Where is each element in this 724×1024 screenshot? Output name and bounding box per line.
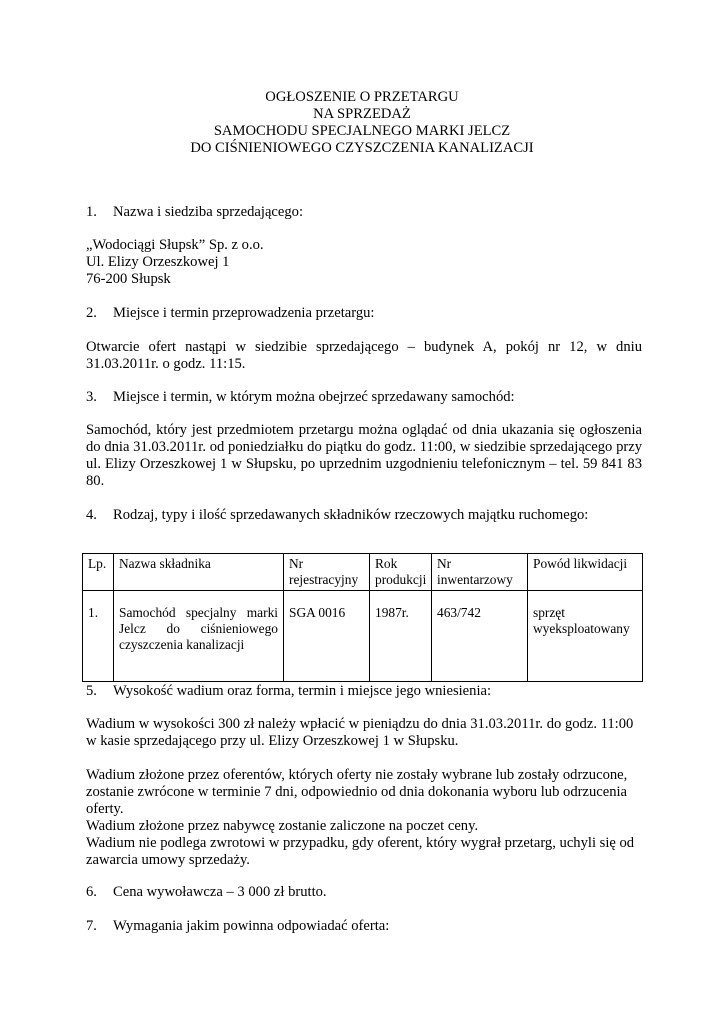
table-header-cell: Rok produkcji <box>370 554 432 591</box>
table-header-cell: Nr inwentarzowy <box>432 554 528 591</box>
seller-city: 76-200 Słupsk <box>86 271 171 287</box>
section-3-heading <box>86 389 642 406</box>
section-3-body: Samochód, który jest przedmiotem przetargu można oglądać od dnia ukazania się ogłoszenia do dnia 31.03.2011r. od poniedziałku do piątku do godz. 11:00, w siedzibie sprzedającego przy ul. Elizy Orzeszkowej 1 w Słupsku, po uprzednim uzgodnieniu telefonicznym – tel. 59 841 83 80. <box>86 422 642 489</box>
section-heading-text: Wysokość wadium oraz forma, termin i miejsce jego wniesienia: <box>113 683 492 699</box>
table-cell: Samochód specjalny marki Jelcz do ciśnieniowego czyszczenia kanalizacji <box>114 591 284 682</box>
assets-table <box>82 553 643 682</box>
section-heading-text: Miejsce i termin przeprowadzenia przetargu: <box>113 305 375 321</box>
section-number: 4. <box>86 507 97 523</box>
section-4-heading <box>86 507 642 524</box>
text-line: Wadium złożone przez nabywcę zostanie zaliczone na poczet ceny. <box>86 818 479 834</box>
section-number: 3. <box>86 389 97 405</box>
section-6-heading <box>86 884 642 901</box>
section-7-heading <box>86 918 642 935</box>
text-line: w kasie sprzedającego przy ul. Elizy Orzeszkowej 1 w Słupsku. <box>86 733 459 749</box>
title-line-3: SAMOCHODU SPECJALNEGO MARKI JELCZ <box>213 123 511 139</box>
text-line: Wadium w wysokości 300 zł należy wpłacić w pieniądzu do dnia 31.03.2011r. do godz. 11:00 <box>86 716 634 732</box>
table-header-cell: Powód likwidacji <box>528 554 643 591</box>
text-line: Wadium złożone przez oferentów, których oferty nie zostały wybrane lub zostały odrzucone, <box>86 767 628 783</box>
section-5-paragraph-2 <box>86 767 642 869</box>
section-heading-text: Rodzaj, typy i ilość sprzedawanych składników rzeczowych majątku ruchomego: <box>113 507 589 523</box>
text-line: oferty. <box>86 801 124 817</box>
section-2-heading <box>86 305 642 322</box>
table-cell: 463/742 <box>432 591 528 682</box>
table-header-cell: Nr rejestracyjny <box>284 554 370 591</box>
section-heading-text: Wymagania jakim powinna odpowiadać oferta: <box>113 918 390 934</box>
table-cell: SGA 0016 <box>284 591 370 682</box>
title-line-4: DO CIŚNIENIOWEGO CZYSZCZENIA KANALIZACJI <box>190 140 534 156</box>
section-5-paragraph-1 <box>86 716 642 750</box>
title-line-1: OGŁOSZENIE O PRZETARGU <box>265 89 459 105</box>
table-header-cell: Lp. <box>83 554 114 591</box>
section-1-heading <box>86 204 642 221</box>
table-cell: 1. <box>83 591 114 682</box>
section-number: 1. <box>86 204 97 220</box>
text-line: zawarcia umowy sprzedaży. <box>86 852 250 868</box>
section-number: 5. <box>86 683 97 699</box>
document-title <box>0 89 724 157</box>
section-number: 7. <box>86 918 97 934</box>
table-header-row <box>83 554 643 591</box>
section-number: 2. <box>86 305 97 321</box>
text-line: zostanie zwrócone w terminie 7 dni, odpowiednio od dnia dokonania wyboru lub odrzucenia <box>86 784 628 800</box>
table-cell: 1987r. <box>370 591 432 682</box>
section-heading-text: Cena wywoławcza – 3 000 zł brutto. <box>113 884 327 900</box>
section-5-heading <box>86 683 642 700</box>
seller-name: „Wodociągi Słupsk” Sp. z o.o. <box>86 237 264 253</box>
section-number: 6. <box>86 884 97 900</box>
text-line: Wadium nie podlega zwrotowi w przypadku, gdy oferent, który wygrał przetarg, uchyli się od <box>86 835 635 851</box>
table-cell: sprzęt wyeksploatowany <box>528 591 643 682</box>
section-2-body: Otwarcie ofert nastąpi w siedzibie sprzedającego – budynek A, pokój nr 12, w dniu 31.03.2011r. o godz. 11:15. <box>86 339 642 372</box>
title-line-2: NA SPRZEDAŻ <box>313 106 411 122</box>
seller-address <box>86 237 642 288</box>
seller-street: Ul. Elizy Orzeszkowej 1 <box>86 254 230 270</box>
section-heading-text: Miejsce i termin, w którym można obejrzeć sprzedawany samochód: <box>113 389 515 405</box>
section-heading-text: Nazwa i siedziba sprzedającego: <box>113 204 304 220</box>
table-header-cell: Nazwa składnika <box>114 554 284 591</box>
table-row <box>83 591 643 682</box>
